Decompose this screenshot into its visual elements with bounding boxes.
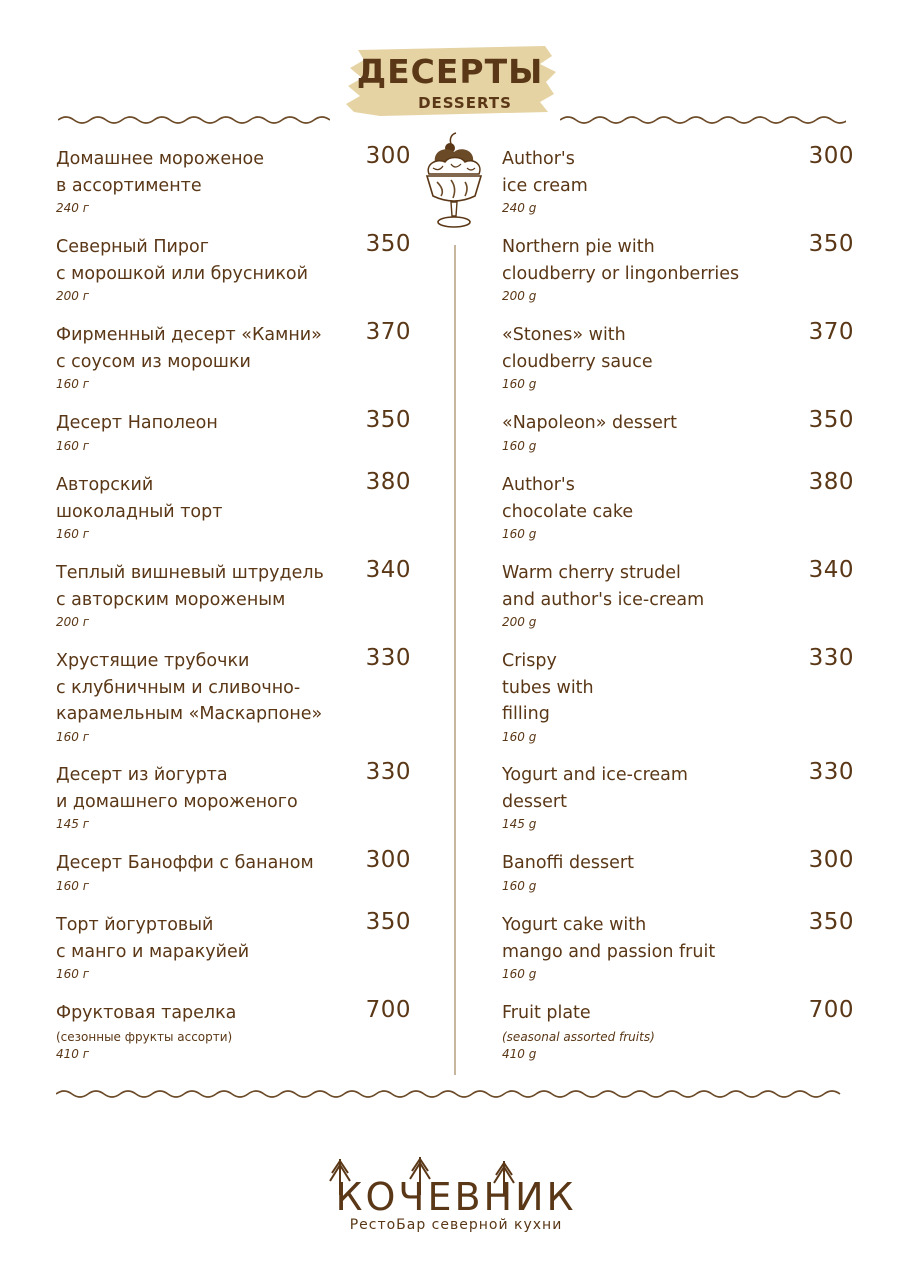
item-price: 350	[365, 231, 411, 257]
item-name: Хрустящие трубочки с клубничным и сливочно- карамельным «Маскарпоне»	[56, 651, 323, 724]
item-name: Author's chocolate cake	[502, 475, 634, 522]
item-weight: 160 g	[502, 878, 537, 893]
item-weight: 200 г	[56, 615, 90, 629]
item-price: 330	[808, 759, 854, 785]
item-price: 700	[808, 997, 854, 1023]
item-name: Десерт Баноффи с бананом	[56, 853, 314, 873]
wavy-divider-top-left	[58, 112, 330, 128]
item-name: Crispy tubes with filling	[502, 651, 594, 724]
item-weight: 410 г	[56, 1046, 90, 1061]
menu-item	[502, 759, 862, 832]
menu-item	[56, 645, 421, 745]
menu-item	[56, 469, 421, 542]
menu-item	[56, 997, 421, 1062]
item-price: 700	[365, 997, 411, 1023]
item-name: «Napoleon» dessert	[502, 413, 677, 433]
item-price: 340	[365, 557, 411, 583]
item-name: Yogurt cake with mango and passion fruit	[502, 915, 716, 962]
item-name: Northern pie with cloudberry or lingonberries	[502, 237, 740, 284]
item-name: Фруктовая тарелка	[56, 1003, 237, 1023]
page-title-ru: ДЕСЕРТЫ	[356, 52, 544, 91]
item-price: 340	[808, 557, 854, 583]
item-weight: 160 г	[56, 527, 90, 541]
item-weight: 200 g	[502, 615, 537, 629]
item-price: 330	[365, 759, 411, 785]
item-price: 370	[365, 319, 411, 345]
restaurant-logo	[326, 1155, 586, 1235]
item-price: 350	[365, 407, 411, 433]
item-note: (сезонные фрукты ассорти)	[56, 1029, 233, 1044]
menu-item	[502, 143, 862, 216]
menu-item	[502, 997, 862, 1062]
item-name: Торт йогуртовый с манго и маракуйей	[56, 915, 250, 962]
item-weight: 160 г	[56, 878, 90, 893]
menu-item	[502, 231, 862, 304]
item-weight: 160 g	[502, 729, 537, 744]
item-name: «Stones» with cloudberry sauce	[502, 325, 653, 372]
menu-item	[56, 231, 421, 304]
item-weight: 200 g	[502, 289, 537, 303]
item-weight: 160 g	[502, 527, 537, 541]
ice-cream-sundae-icon	[421, 130, 487, 232]
item-price: 330	[365, 645, 411, 671]
menu-item	[56, 319, 421, 392]
item-price: 380	[808, 469, 854, 495]
item-name: Fruit plate	[502, 1003, 591, 1023]
item-price: 380	[365, 469, 411, 495]
item-price: 330	[808, 645, 854, 671]
item-weight: 160 g	[502, 967, 537, 981]
item-weight: 145 g	[502, 817, 537, 831]
item-weight: 160 г	[56, 729, 90, 744]
item-weight: 160 г	[56, 377, 90, 391]
menu-item	[56, 847, 421, 894]
menu-item	[56, 143, 421, 216]
menu-header	[340, 42, 560, 120]
menu-item	[502, 469, 862, 542]
item-note: (seasonal assorted fruits)	[502, 1029, 655, 1044]
item-price: 300	[365, 847, 411, 873]
item-price: 350	[808, 407, 854, 433]
item-weight: 410 g	[502, 1046, 537, 1061]
item-price: 350	[808, 231, 854, 257]
menu-item	[56, 759, 421, 832]
item-weight: 145 г	[56, 817, 90, 831]
logo-subtitle: РестоБар северной кухни	[349, 1217, 563, 1233]
menu-item	[56, 909, 421, 982]
item-name: Теплый вишневый штрудель с авторским мороженым	[56, 563, 324, 610]
item-price: 300	[808, 847, 854, 873]
menu-item	[56, 407, 421, 454]
item-weight: 160 g	[502, 377, 537, 391]
menu-item	[502, 407, 862, 454]
menu-item	[502, 847, 862, 894]
item-weight: 160 g	[502, 438, 537, 453]
wavy-divider-top-right	[560, 112, 846, 128]
item-weight: 160 г	[56, 438, 90, 453]
item-name: Десерт из йогурта и домашнего мороженого	[56, 765, 298, 812]
item-price: 350	[365, 909, 411, 935]
item-price: 370	[808, 319, 854, 345]
item-name: Author's ice cream	[502, 149, 588, 196]
item-weight: 240 г	[56, 201, 90, 215]
logo-name: КОЧЕВНИК	[335, 1175, 577, 1219]
item-name: Северный Пирог с морошкой или брусникой	[56, 237, 308, 284]
item-name: Banoffi dessert	[502, 853, 634, 873]
item-price: 300	[808, 143, 854, 169]
item-name: Yogurt and ice-cream dessert	[502, 765, 688, 812]
menu-item	[502, 557, 862, 630]
item-name: Десерт Наполеон	[56, 413, 218, 433]
column-divider	[454, 245, 456, 1075]
page-title-en: DESSERTS	[418, 94, 512, 112]
item-name: Фирменный десерт «Камни» с соусом из морошки	[56, 325, 322, 372]
item-name: Авторский шоколадный торт	[56, 475, 223, 522]
item-weight: 160 г	[56, 967, 90, 981]
item-name: Домашнее мороженое в ассортименте	[56, 149, 265, 196]
wavy-divider-bottom	[56, 1086, 846, 1102]
menu-item	[502, 645, 862, 745]
item-name: Warm cherry strudel and author's ice-cream	[502, 563, 705, 610]
item-weight: 240 g	[502, 201, 537, 215]
menu-item	[502, 319, 862, 392]
item-price: 300	[365, 143, 411, 169]
menu-item	[56, 557, 421, 630]
menu-item	[502, 909, 862, 982]
item-price: 350	[808, 909, 854, 935]
item-weight: 200 г	[56, 289, 90, 303]
